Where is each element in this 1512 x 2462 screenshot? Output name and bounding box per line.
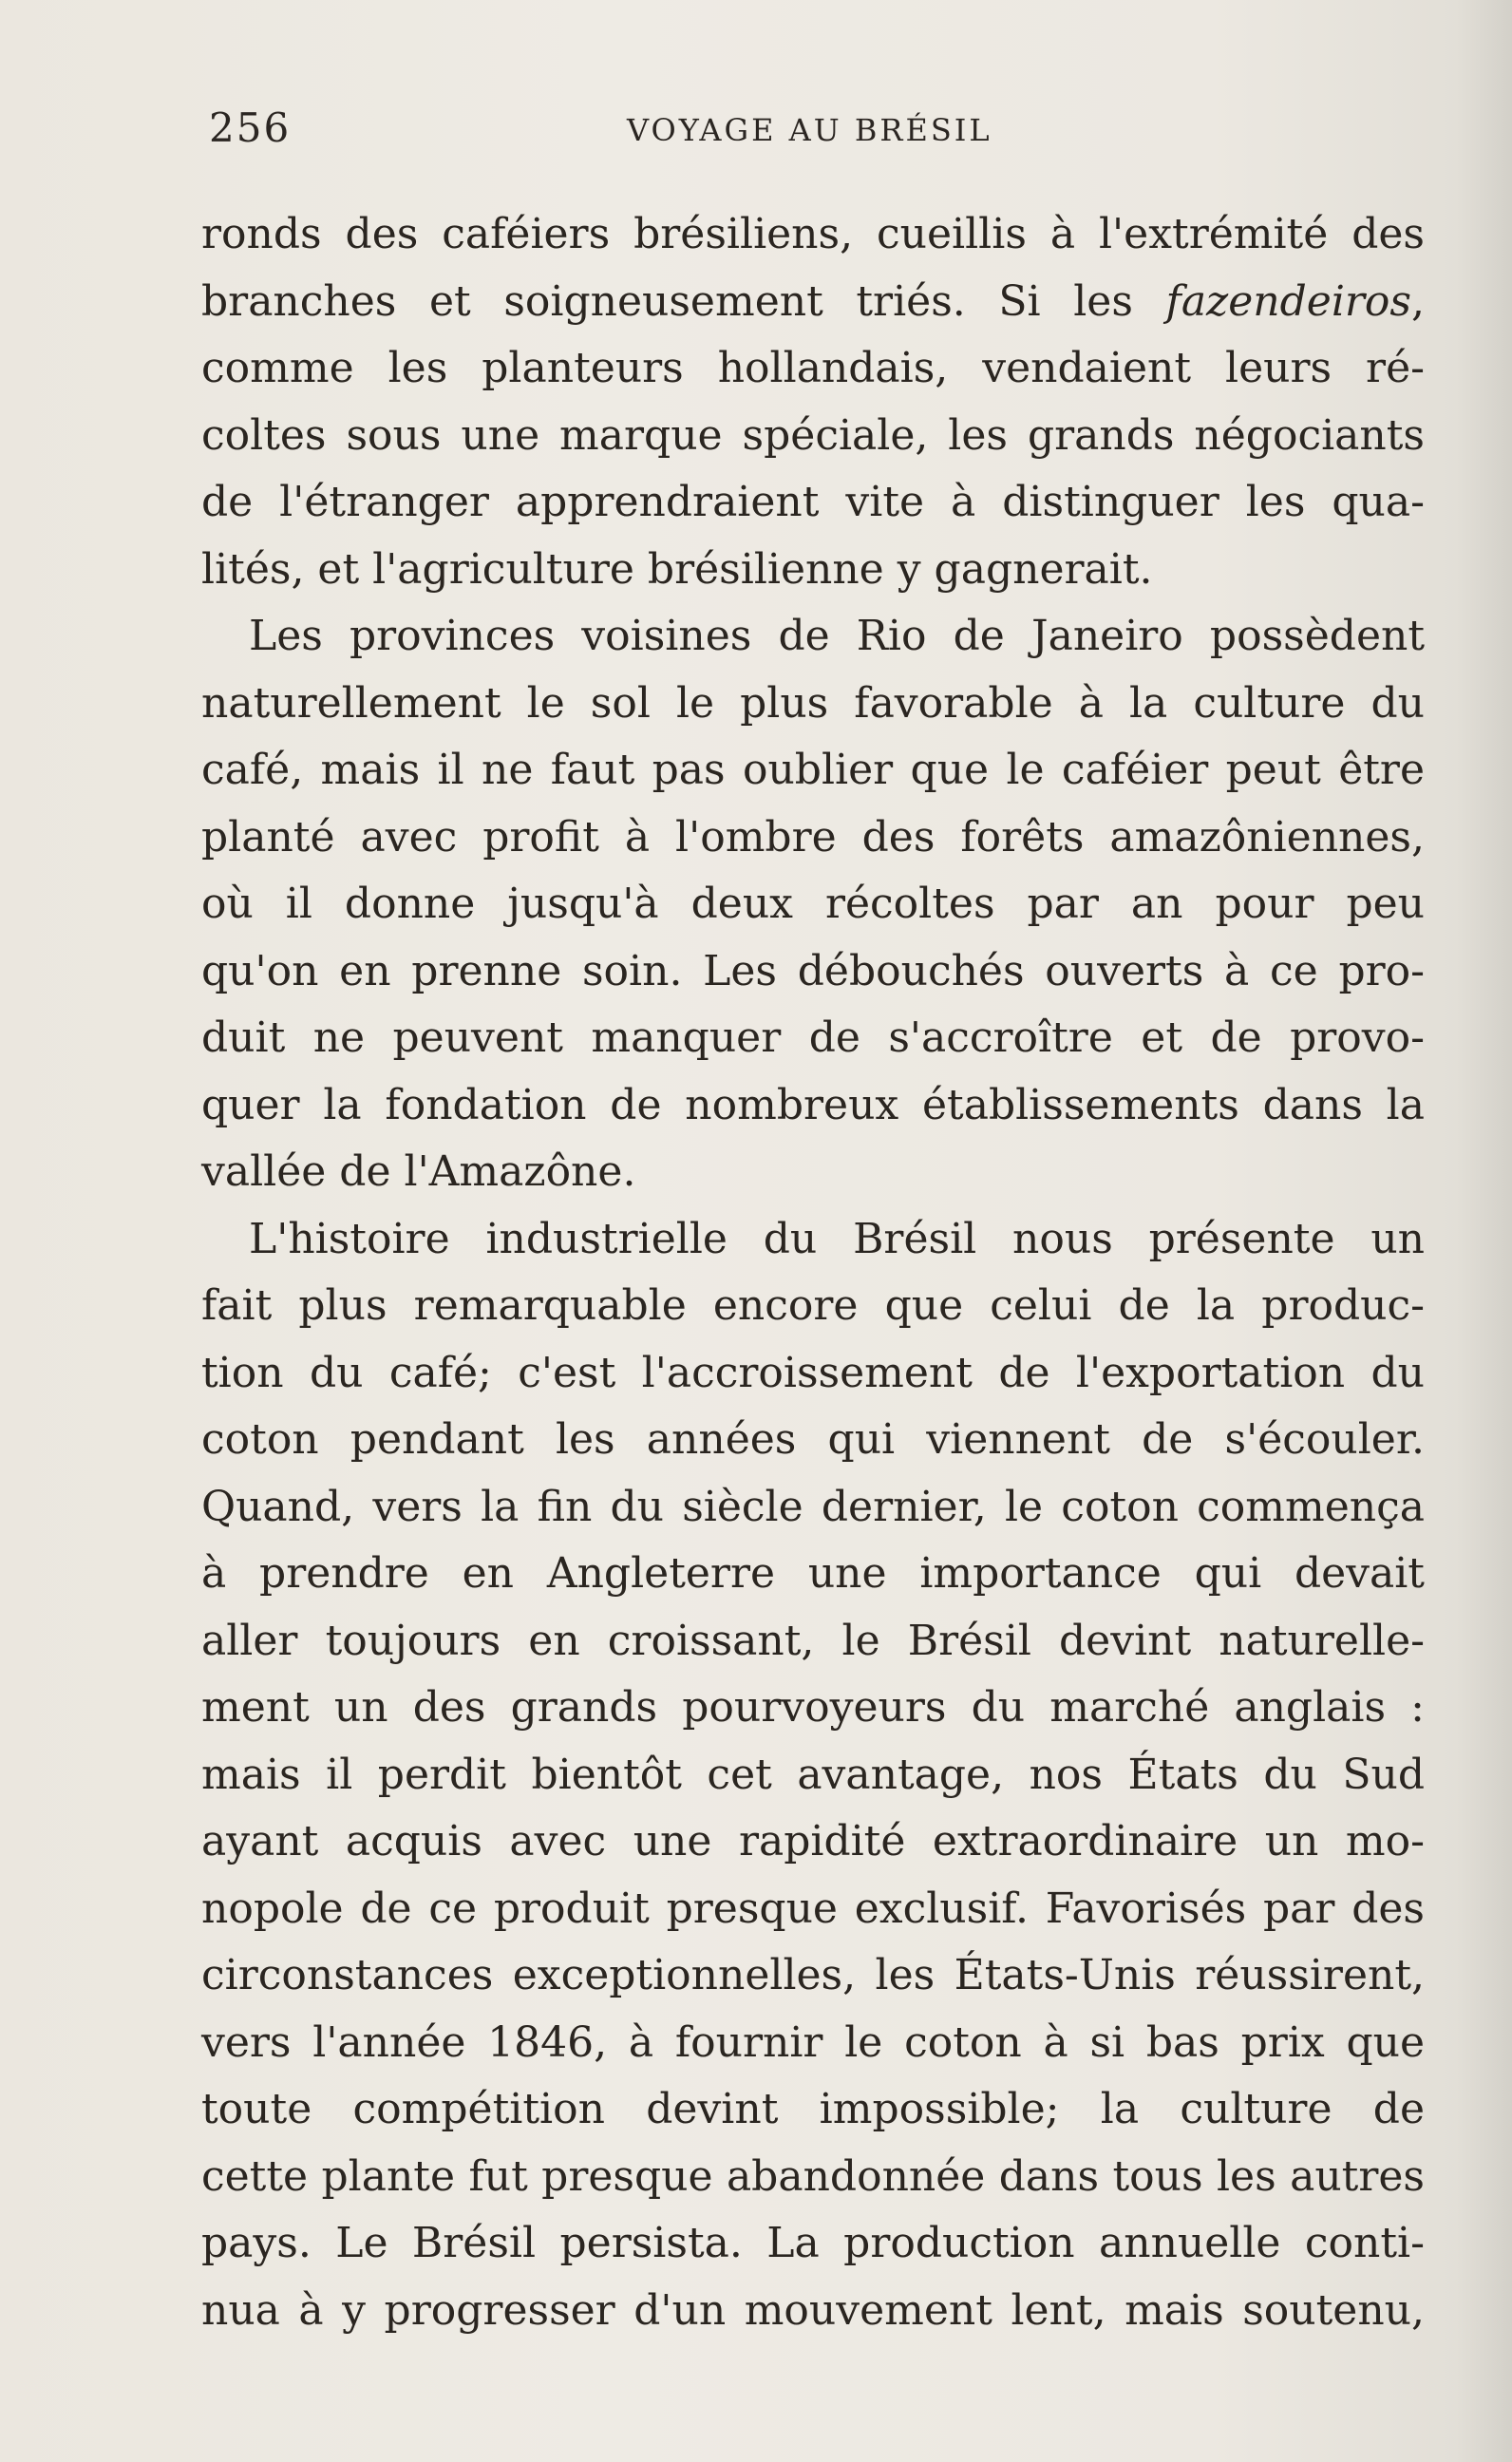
text-line: vers l'année 1846, à fournir le coton à si bas prix que [201, 2017, 1425, 2067]
text-line: ayant acquis avec une rapidité extraordinaire un mo- [201, 1817, 1425, 1865]
text-line: L'histoire industrielle du Brésil nous présente un [249, 1214, 1425, 1263]
running-title: VOYAGE AU BRÉSIL [627, 112, 992, 148]
text-line: branches et soigneusement triés. Si les fazendeiros, [201, 276, 1425, 326]
text-line: vallée de l'Amazône. [201, 1147, 636, 1196]
text-line: de l'étranger apprendraient vite à distinguer les qua- [201, 478, 1425, 526]
body-text [201, 201, 1425, 2344]
text-line: tion du café; c'est l'accroissement de l'exportation du [201, 1348, 1425, 1397]
text-line: pays. Le Brésil persista. La production annuelle conti- [201, 2219, 1425, 2267]
page-edge-shadow [1455, 0, 1512, 2462]
text-line: aller toujours en croissant, le Brésil devint naturelle- [201, 1616, 1425, 1665]
text-line: café, mais il ne faut pas oublier que le caféier peut être [201, 746, 1425, 794]
text-line: mais il perdit bientôt cet avantage, nos États du Sud [201, 1750, 1425, 1799]
text-line: quer la fondation de nombreux établissements dans la [201, 1080, 1425, 1129]
text-line: nopole de ce produit presque exclusif. Favorisés par des [201, 1884, 1425, 1933]
text-line: lités, et l'agriculture brésilienne y gagnerait. [201, 544, 1153, 594]
text-line: comme les planteurs hollandais, vendaient leurs ré- [201, 344, 1425, 392]
text-line: Les provinces voisines de Rio de Janeiro possèdent [249, 612, 1425, 660]
text-line: fait plus remarquable encore que celui de la produc- [201, 1281, 1425, 1330]
page-header [0, 104, 1512, 161]
text-line: toute compétition devint impossible; la culture de [201, 2085, 1425, 2133]
text-line: duit ne peuvent manquer de s'accroître et de provo- [201, 1013, 1425, 1062]
text-line: ronds des caféiers brésiliens, cueillis à l'extrémité des [201, 210, 1425, 258]
italic-term: fazendeiros [1165, 276, 1411, 326]
text-line: nua à y progresser d'un mouvement lent, mais soutenu, [201, 2285, 1425, 2335]
text-line: coltes sous une marque spéciale, les grands négociants [201, 410, 1425, 460]
text-line: ment un des grands pourvoyeurs du marché anglais : [201, 1683, 1425, 1732]
text-line: cette plante fut presque abandonnée dans tous les autres [201, 2151, 1425, 2201]
text-line: qu'on en prenne soin. Les débouchés ouverts à ce pro- [201, 946, 1425, 995]
text-line: où il donne jusqu'à deux récoltes par an pour peu [201, 880, 1425, 928]
text-line: Quand, vers la fin du siècle dernier, le coton commença [201, 1482, 1425, 1531]
page-number: 256 [209, 104, 292, 151]
text-line: coton pendant les années qui viennent de s'écouler. [201, 1415, 1425, 1464]
text-line: naturellement le sol le plus favorable à la culture du [201, 678, 1425, 728]
text-line: à prendre en Angleterre une importance qui devait [201, 1549, 1425, 1598]
text-line: planté avec profit à l'ombre des forêts amazôniennes, [201, 812, 1425, 862]
text-line: circonstances exceptionnelles, les États-Unis réussirent, [201, 1951, 1425, 1999]
